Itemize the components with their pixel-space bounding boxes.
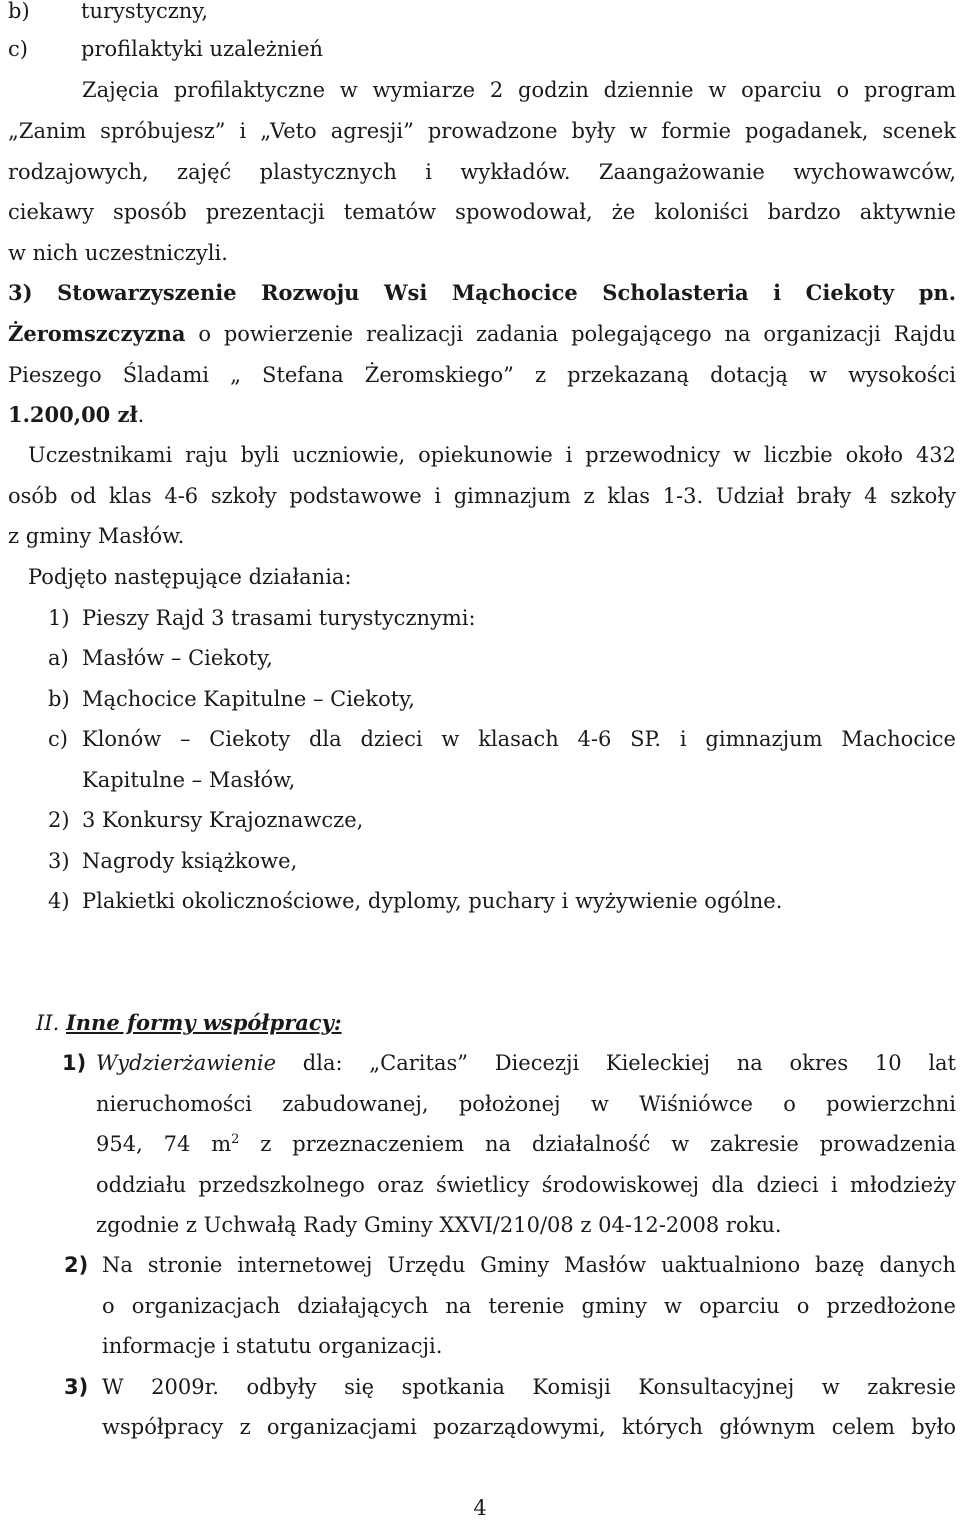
list-text: Pieszy Rajd 3 trasami turystycznymi: bbox=[82, 606, 476, 630]
section-2-item-1-line-5: zgodnie z Uchwałą Rady Gminy XXVI/210/08 z 04-12-2008 roku. bbox=[96, 1213, 782, 1237]
section-2-item-1-line-3 bbox=[96, 1130, 956, 1158]
list-marker: 2) bbox=[48, 808, 70, 832]
list-text: Masłów – Ciekoty, bbox=[82, 646, 273, 670]
section-3-line-2 bbox=[8, 320, 956, 348]
list-marker: c) bbox=[8, 37, 28, 61]
prof-line-2: „Zanim spróbujesz” i „Veto agresji” prowadzone były w formie pogadanek, scenek bbox=[8, 119, 956, 143]
list-text: turystyczny, bbox=[81, 0, 209, 23]
prof-line-4: ciekawy sposób prezentacji tematów spowodował, że koloniści bardzo aktywnie bbox=[8, 200, 956, 224]
list-marker: 1) bbox=[62, 1051, 87, 1075]
list-text: 3 Konkursy Krajoznawcze, bbox=[82, 808, 364, 832]
section-2-item-3-line-2: współpracy z organizacjami pozarządowymi, których głównym celem było bbox=[102, 1415, 956, 1439]
line-rest: dla: „Caritas” Diecezji Kieleckiej na okres 10 lat bbox=[276, 1051, 956, 1075]
actions-intro: Podjęto następujące działania: bbox=[28, 565, 352, 589]
section-2-item-1-line-1 bbox=[96, 1049, 956, 1077]
list-marker: a) bbox=[48, 646, 69, 670]
section-2-item-3-line-1: W 2009r. odbyły się spotkania Komisji Konsultacyjnej w zakresie bbox=[102, 1375, 956, 1399]
list-text: Plakietki okolicznościowe, dyplomy, puchary i wyżywienie ogólne. bbox=[82, 889, 783, 913]
area-unit-exponent: 2 bbox=[231, 1132, 240, 1147]
grant-amount: 1.200,00 zł bbox=[8, 402, 138, 427]
participants-line-2: osób od klas 4-6 szkoły podstawowe i gimnazjum z klas 1-3. Udział brały 4 szkoły bbox=[8, 484, 956, 508]
area-value: 954, 74 m bbox=[96, 1132, 232, 1156]
section-2-item-1-line-4: oddziału przedszkolnego oraz świetlicy środowiskowej dla dzieci i młodzieży bbox=[96, 1173, 956, 1197]
list-text: profilaktyki uzależnień bbox=[81, 37, 324, 61]
section-2-item-2-line-2: o organizacjach działających na terenie gminy w oparciu o przedłożone bbox=[102, 1294, 956, 1318]
grant-amount-end: . bbox=[137, 403, 145, 427]
prof-line-3: rodzajowych, zajęć plastycznych i wykładów. Zaangażowanie wychowawców, bbox=[8, 160, 956, 184]
list-marker: 4) bbox=[48, 889, 70, 913]
lease-label: Wydzierżawienie bbox=[96, 1051, 277, 1075]
grant-amount-line bbox=[8, 401, 956, 429]
prof-line-1: Zajęcia profilaktyczne w wymiarze 2 godzin dziennie w oparciu o program bbox=[82, 78, 956, 102]
list-marker: b) bbox=[48, 687, 70, 711]
list-marker: 2) bbox=[64, 1253, 89, 1277]
list-text: Kapitulne – Masłów, bbox=[82, 768, 296, 792]
list-marker: 1) bbox=[48, 606, 70, 630]
participants-line-1: Uczestnikami raju byli uczniowie, opiekunowie i przewodnicy w liczbie około 432 bbox=[28, 443, 956, 467]
organization-name: Żeromszczyzna bbox=[8, 321, 186, 346]
page-number: 4 bbox=[473, 1496, 487, 1520]
section-2-title: Inne formy współpracy: bbox=[65, 1010, 342, 1035]
list-marker: c) bbox=[48, 727, 68, 751]
section-3-line-2-rest: o powierzenie realizacji zadania polegającego na organizacji Rajdu bbox=[185, 322, 956, 346]
section-2-item-2-line-1: Na stronie internetowej Urzędu Gminy Masłów uaktualniono bazę danych bbox=[102, 1253, 956, 1277]
list-marker: 3) bbox=[64, 1375, 89, 1399]
section-3-heading: 3) Stowarzyszenie Rozwoju Wsi Mąchocice Scholasteria i Ciekoty pn. bbox=[8, 280, 956, 305]
list-text: Nagrody książkowe, bbox=[82, 849, 298, 873]
list-marker: 3) bbox=[48, 849, 70, 873]
section-3-line-3: Pieszego Śladami „ Stefana Żeromskiego” z przekazaną dotacją w wysokości bbox=[8, 363, 956, 387]
line-rest: z przeznaczeniem na działalność w zakresie prowadzenia bbox=[239, 1132, 957, 1156]
list-marker: b) bbox=[8, 0, 30, 23]
section-2-item-1-line-2: nieruchomości zabudowanej, położonej w Wiśniówce o powierzchni bbox=[96, 1092, 956, 1116]
section-2-item-2-line-3: informacje i statutu organizacji. bbox=[102, 1334, 443, 1358]
list-text: Klonów – Ciekoty dla dzieci w klasach 4-6 SP. i gimnazjum Machocice bbox=[82, 727, 956, 751]
prof-line-5: w nich uczestniczyli. bbox=[8, 241, 228, 265]
participants-line-3: z gminy Masłów. bbox=[8, 524, 185, 548]
section-2-numeral: II. bbox=[36, 1011, 60, 1035]
section-2-heading bbox=[36, 1009, 960, 1037]
list-text: Mąchocice Kapitulne – Ciekoty, bbox=[82, 687, 415, 711]
